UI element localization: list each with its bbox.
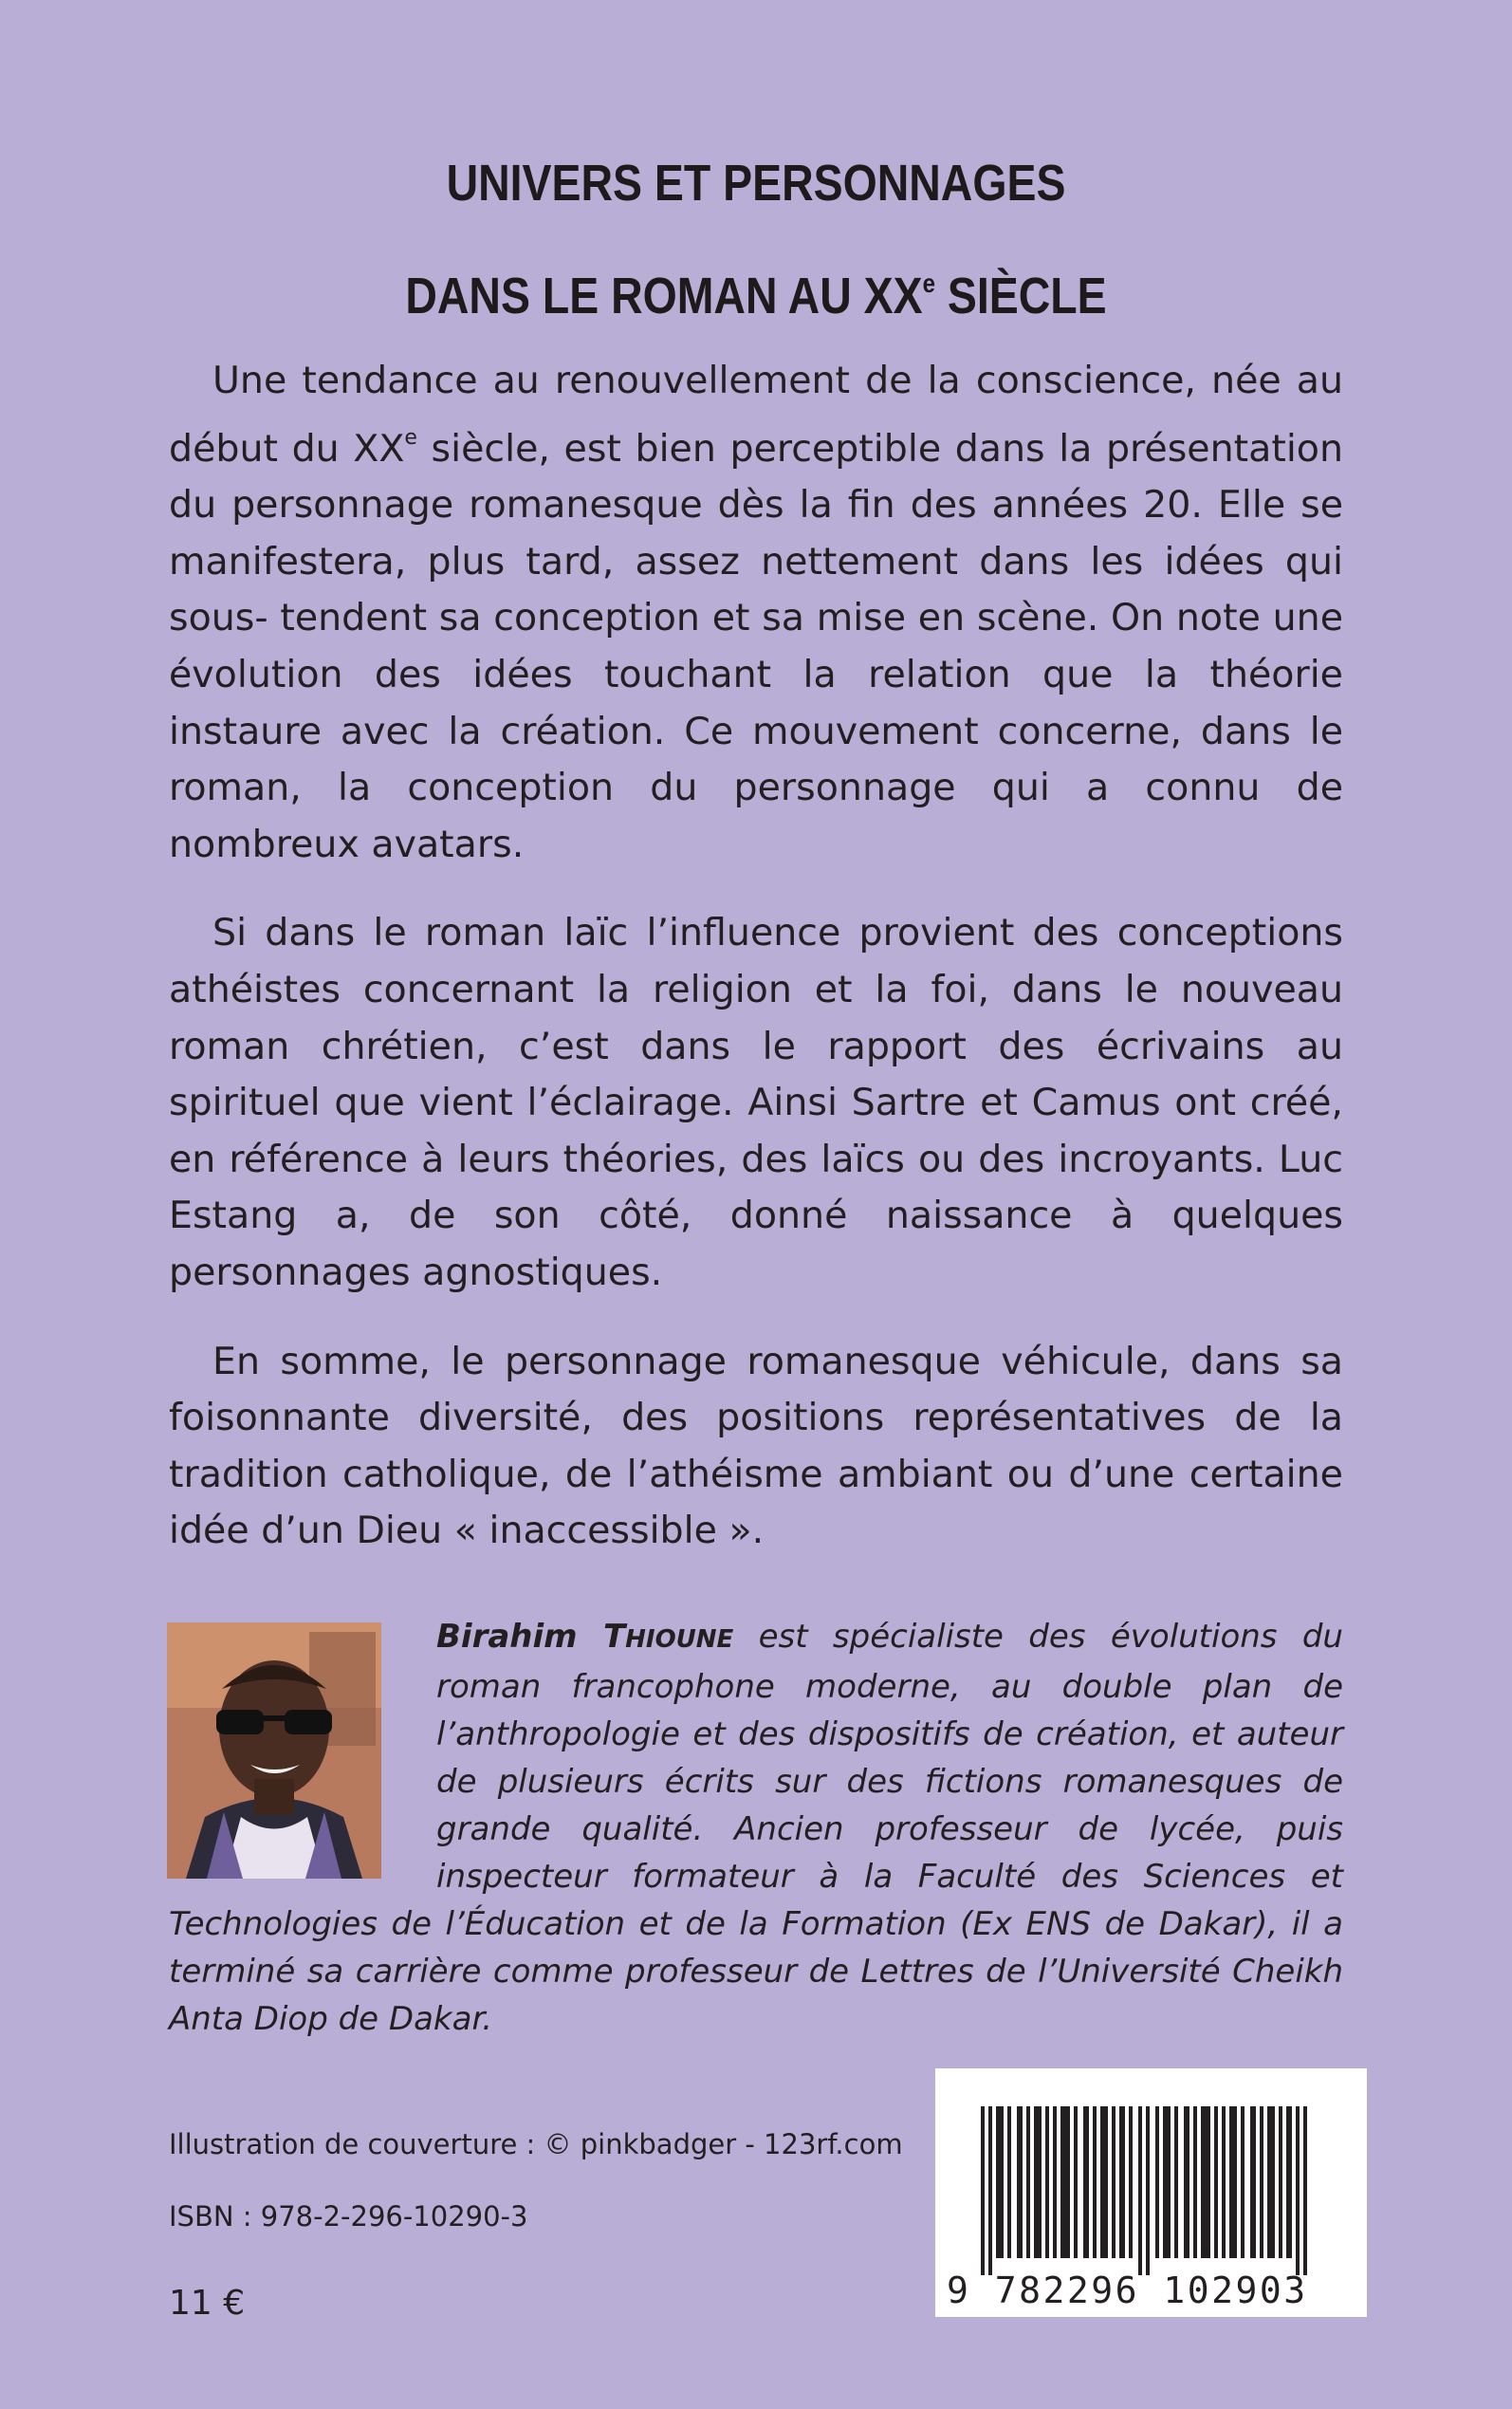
credits bbox=[169, 2125, 903, 2323]
barcode bbox=[935, 2068, 1367, 2317]
illustration-credit: Illustration de couverture : © pinkbadger - 123rf.com bbox=[169, 2128, 903, 2160]
paragraph-1-start: Une tendance au renouvellement de la conscience, née au début du XX bbox=[169, 359, 1343, 471]
summary-paragraph-3: En somme, le personnage romanesque véhicule, dans sa foisonnante diversité, des positions représentatives de la tradition catholique, de l’athéisme ambiant ou d’une certaine idée d’un Dieu « inaccessible ». bbox=[169, 1339, 1343, 1553]
author-biography bbox=[169, 1613, 1343, 2043]
author-last-name-initial: T bbox=[602, 1618, 626, 1656]
author-first-name: Birahim bbox=[436, 1618, 578, 1656]
author-name bbox=[436, 1618, 733, 1656]
price: 11 € bbox=[169, 2284, 246, 2323]
isbn: ISBN : 978-2-296-10290-3 bbox=[169, 2200, 528, 2233]
barcode-number: 9 782296 102903 bbox=[947, 2270, 1308, 2311]
biography-text: est spécialiste des évolutions du roman francophone moderne, au double plan de l’anthropologie et des dispositifs de création, et auteur de plusieurs écrits sur des fictions romanesques de grande qualité. Ancien professeur de lycée, puis inspecteur formateur à la Faculté des Sciences et Technologies de l’Éducation et de la Formation (Ex ENS de Dakar), il a terminé sa carrière comme professeur de Lettres de l’Université Cheikh Anta Diop de Dakar. bbox=[169, 1618, 1343, 2038]
title-line-2 bbox=[405, 268, 1106, 324]
paragraph-1-end: siècle, est bien perceptible dans la présentation du personnage romanesque dès la fin des années 20. Elle se manifestera, plus tard, assez nettement dans les idées qui sous- tendent sa conception et sa mise en scène. On note une évolution des idées touchant la relation que la théorie instaure avec la création. Ce mouvement concerne, dans le roman, la conception du personnage qui a connu de nombreux avatars. bbox=[169, 426, 1343, 866]
title-line-1: UNIVERS ET PERSONNAGES bbox=[446, 155, 1066, 212]
summary-paragraph-1 bbox=[169, 353, 1343, 873]
title-line-2-end: SIÈCLE bbox=[935, 268, 1107, 324]
author-last-name-rest: HIOUNE bbox=[625, 1625, 734, 1654]
photo-spacer bbox=[169, 1613, 436, 1888]
title-line-2-start: DANS LE ROMAN AU XX bbox=[405, 268, 923, 324]
summary-paragraph-2: Si dans le roman laïc l’influence provient des conceptions athéistes concernant la religion et la foi, dans le nouveau roman chrétien, c’est dans le rapport des écrivains au spirituel que vient l’éclairage. Ainsi Sartre et Camus ont créé, en référence à leurs théories, des laïcs ou des incroyants. Luc Estang a, de son côté, donné naissance à quelques personnages agnostiques. bbox=[169, 911, 1343, 1294]
summary-text bbox=[169, 353, 1343, 1592]
book-title bbox=[106, 133, 1407, 346]
title-superscript: e bbox=[922, 269, 936, 298]
paragraph-1-superscript: e bbox=[404, 425, 417, 450]
